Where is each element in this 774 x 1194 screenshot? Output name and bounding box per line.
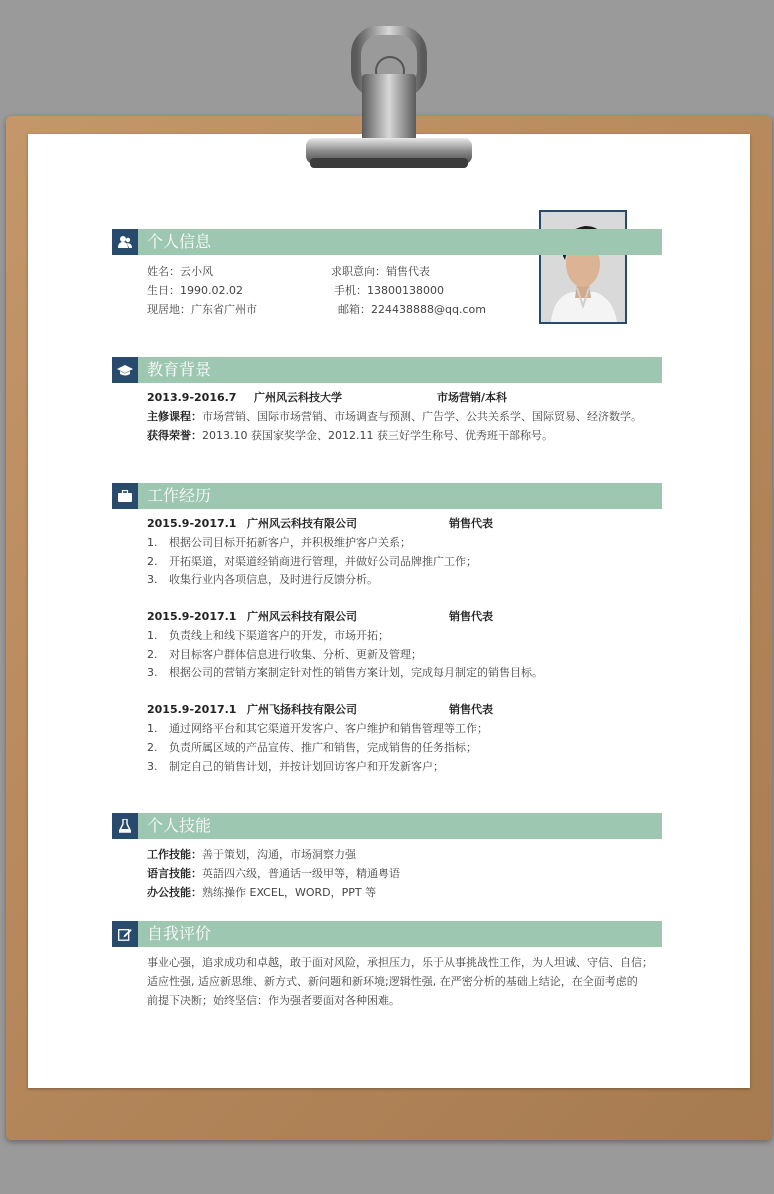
edit-icon: [112, 921, 138, 947]
section-title: 工作经历: [147, 486, 212, 505]
edu-school: 广州风云科技大学: [254, 391, 342, 404]
section-title: 自我评价: [147, 924, 212, 943]
self-eval-line: 适应性强, 适应新思维、新方式、新问题和新环境;逻辑性强, 在严密分析的基础上结论，在全面考虑的: [147, 975, 638, 988]
job-duty: 3. 收集行业内各项信息，及时进行反馈分析。: [147, 573, 378, 586]
job-period: 2015.9-2017.1: [147, 610, 237, 623]
job-duty: 3. 根据公司的营销方案制定针对性的销售方案计划，完成每月制定的销售目标。: [147, 666, 543, 679]
binder-clip-icon: [290, 26, 480, 176]
job-period: 2015.9-2017.1: [147, 703, 237, 716]
info-intention: 求职意向：销售代表: [331, 265, 430, 278]
info-residence: 现居地：广东省广州市: [147, 303, 257, 316]
skill-work: 工作技能：善于策划，沟通，市场洞察力强: [147, 848, 356, 861]
self-eval-line: 前提下决断；始终坚信：作为强者要面对各种困难。: [147, 994, 400, 1007]
section-header-work: [112, 483, 662, 509]
info-phone: 手机：13800138000: [334, 284, 444, 297]
job-duty: 2. 负责所属区域的产品宣传、推广和销售，完成销售的任务指标；: [147, 741, 477, 754]
flask-icon: [112, 813, 138, 839]
section-header-education: [112, 357, 662, 383]
info-birthday: 生日：1990.02.02: [147, 284, 243, 297]
section-title: 个人信息: [147, 232, 212, 251]
section-title: 个人技能: [147, 816, 212, 835]
edu-honors: 获得荣誉：2013.10 获国家奖学金、2012.11 获三好学生称号、优秀班干部称号。: [147, 429, 553, 442]
job-company: 广州风云科技有限公司: [247, 610, 357, 623]
skill-language: 语言技能：英語四六级，普通话一级甲等，精通粤语: [147, 867, 400, 880]
job-duty: 1. 通过网络平台和其它渠道开发客户、客户维护和销售管理等工作；: [147, 722, 488, 735]
edu-major: 市场营销/本科: [437, 391, 508, 404]
job-duty: 1. 根据公司目标开拓新客户，并积极维护客户关系；: [147, 536, 411, 549]
profile-photo: [539, 210, 627, 324]
job-position: 销售代表: [449, 610, 493, 623]
job-company: 广州飞扬科技有限公司: [247, 703, 357, 716]
job-duty: 2. 对目标客户群体信息进行收集、分析、更新及管理；: [147, 648, 422, 661]
edu-courses: 主修课程：市场营销、国际市场营销、市场调查与预测、广告学、公共关系学、国际贸易、经济数学。: [147, 410, 642, 423]
job-duty: 1. 负责线上和线下渠道客户的开发，市场开拓；: [147, 629, 389, 642]
self-eval-line: 事业心强，追求成功和卓越，敢于面对风险，承担压力，乐于从事挑战性工作，为人坦诚、守信、自信；: [147, 956, 653, 969]
info-name: 姓名：云小风: [147, 265, 213, 278]
info-email: 邮箱：224438888@qq.com: [338, 303, 486, 316]
job-duty: 3. 制定自己的销售计划，并按计划回访客户和开发新客户；: [147, 760, 444, 773]
skill-office: 办公技能：熟练操作 EXCEL，WORD，PPT 等: [147, 886, 377, 899]
section-header-personal: [112, 229, 662, 255]
job-position: 销售代表: [449, 703, 493, 716]
section-title: 教育背景: [147, 360, 212, 379]
user-icon: [112, 229, 138, 255]
job-company: 广州风云科技有限公司: [247, 517, 357, 530]
graduation-cap-icon: [112, 357, 138, 383]
section-header-skills: [112, 813, 662, 839]
edu-period: 2013.9-2016.7: [147, 391, 237, 404]
job-position: 销售代表: [449, 517, 493, 530]
section-header-self-evaluation: [112, 921, 662, 947]
briefcase-icon: [112, 483, 138, 509]
job-duty: 2. 开拓渠道，对渠道经销商进行管理，并做好公司品牌推广工作；: [147, 555, 477, 568]
job-period: 2015.9-2017.1: [147, 517, 237, 530]
